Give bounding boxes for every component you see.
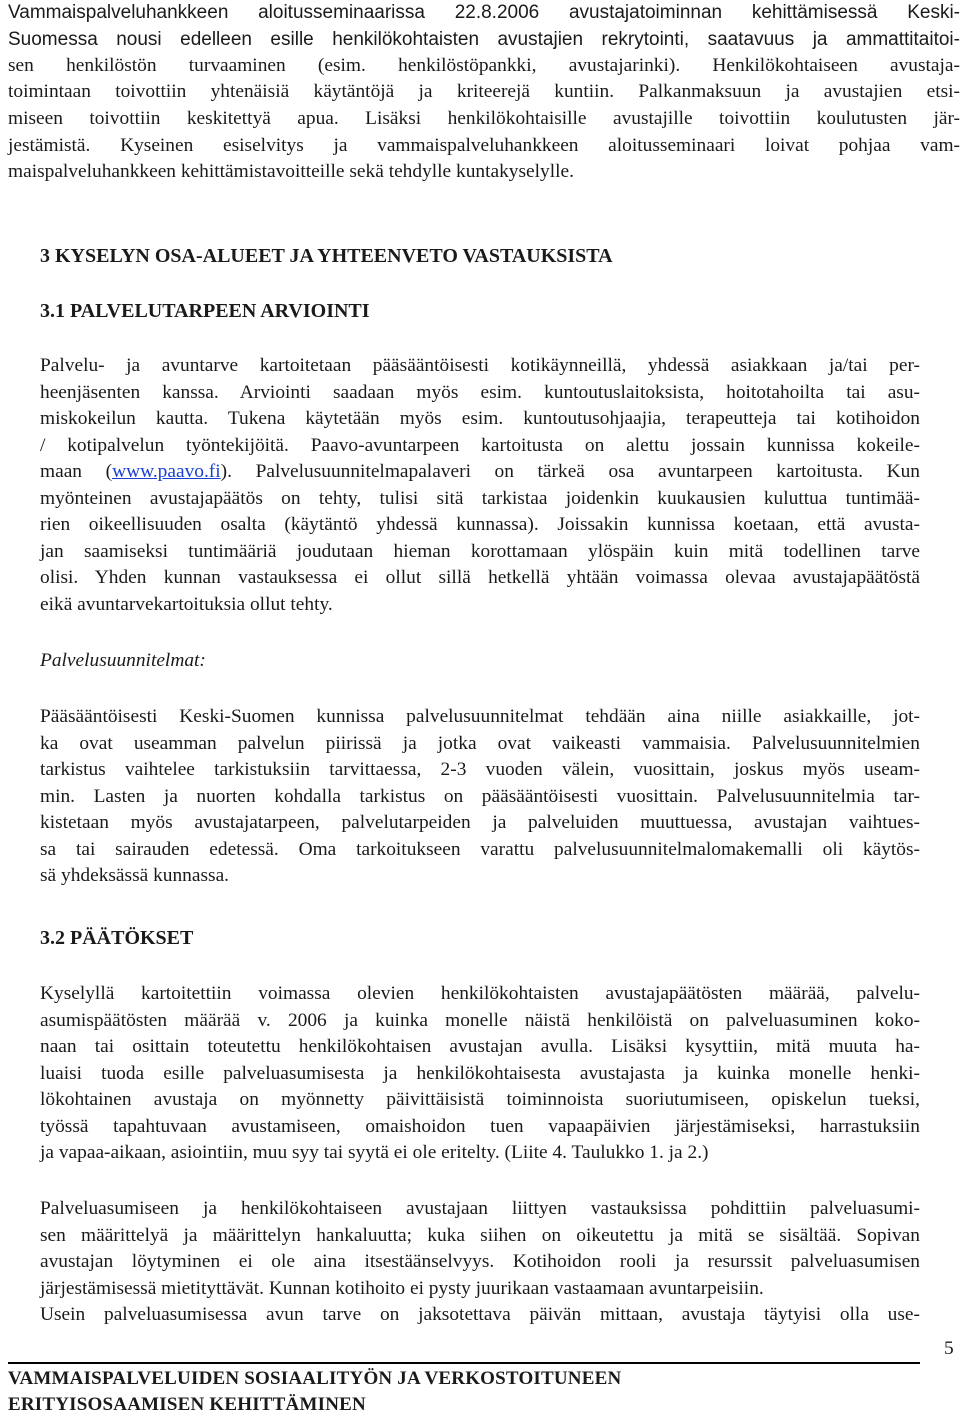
section-3-2-line: ja vapaa-aikaan, asiointiin, muu syy tai syytä ei ole eritelty. (Liite 4. Taulukko 1. ja 2.)	[40, 1142, 709, 1163]
section-3-1-line: Palvelu- ja avuntarve kartoitetaan pääsääntöisesti kotikäynneillä, yhdessä asiakkaan ja/tai per-	[40, 355, 920, 376]
plans-line: Pääsääntöisesti Keski-Suomen kunnissa palvelusuunnitelmat tehdään aina niille asiakkaille, jot-	[40, 706, 920, 727]
section-3-2-line: työssä tapahtuvaan avustamiseen, omaishoidon tuen vapaapäivien järjestämiseksi, harrastuksiin	[40, 1116, 920, 1137]
intro-line: jestämistä. Kyseinen esiselvitys ja vammaispalveluhankkeen aloitusseminaari loivat pohjaa vam-	[8, 135, 960, 156]
intro-line: Suomessa nousi edelleen esille henkilökohtaisten avustajien rekrytointi, saatavuus ja ammattitaitoi-	[8, 29, 960, 50]
intro-line: toimintaan toivottiin yhtenäisiä käytäntöjä ja kriteerejä kuntiin. Palkanmaksuun ja avustajien etsi-	[8, 81, 960, 102]
section-3-1-line: myönteinen avustajapäätös on tehty, tulisi sitä tarkistaa joidenkin kuukausien kuluttua tuntimää-	[40, 488, 920, 509]
plans-line: sa tai sairauden edetessä. Oma tarkoitukseen varattu palvelusuunnitelmalomakemalli oli käytös-	[40, 839, 920, 860]
section-3-2-line: Kyselyllä kartoitettiin voimassa olevien henkilökohtaisten avustajapäätösten määrää, palvelu-	[40, 983, 920, 1004]
section-3-2-line: järjestämisessä mietityttävät. Kunnan kotihoito ei pysty juurikaan vastaamaan avuntarpeisiin.	[40, 1278, 764, 1299]
section-3-2-line: sen määrittelyä ja määrittelyn hankaluutta; kuka siihen on oikeutettu ja mitä se sisältää. Sopivan	[40, 1225, 920, 1246]
intro-line: Vammaispalveluhankkeen aloitusseminaarissa 22.8.2006 avustajatoiminnan kehittämisessä Keski-	[8, 2, 960, 23]
section-3-1-line: jan saamiseksi tuntimääriä joudutaan hieman korottamaan ylöspäin kuin mitä todellinen tarve	[40, 541, 920, 562]
plans-subheading: Palvelusuunnitelmat:	[40, 650, 206, 671]
paavo-text-before: maan (	[40, 461, 113, 482]
plans-line: min. Lasten ja nuorten kohdalla tarkistus on pääsääntöisesti vuosittain. Palvelusuunnitelmia tar-	[40, 786, 920, 807]
section-3-1-line: / kotipalvelun työntekijöitä. Paavo-avuntarpeen kartoitusta on alettu jossain kunnissa kokeile-	[40, 435, 920, 456]
section-3-2-line: avustajan löytyminen ei ole aina itsestäänselvyys. Kotihoidon rooli ja resurssit palveluasumisen	[40, 1251, 920, 1272]
paavo-text-after: ). Palvelusuunnitelmapalaveri on tärkeä osa avuntarpeen kartoitusta. Kun	[220, 461, 920, 482]
paavo-link[interactable]: www.paavo.fi	[112, 461, 221, 482]
footer-line: VAMMAISPALVELUIDEN SOSIAALITYÖN JA VERKOSTOITUNEEN	[8, 1368, 622, 1389]
plans-line: tarkistus vaihtelee tarkistuksiin tarvittaessa, 2-3 vuoden välein, vuosittain, joskus myös useam-	[40, 759, 920, 780]
intro-line: maispalveluhankkeen kehittämistavoitteille sekä tehdylle kuntakyselylle.	[8, 161, 574, 182]
section-3-1-line: olisi. Yhden kunnan vastauksessa ei ollut sillä hetkellä yhtään voimassa olevaa avustajapäätöstä	[40, 567, 920, 588]
page-number: 5	[944, 1338, 954, 1359]
section-3-1-line: heenjäsenten kanssa. Arviointi saadaan myös esim. kuntoutuslaitoksista, hoitotahoilta tai asu-	[40, 382, 920, 403]
section-3-1-line	[40, 459, 920, 485]
intro-line: miseen toivottiin keskitettyä apua. Lisäksi henkilökohtaisille avustajille toivottiin koulutusten jär-	[8, 108, 960, 129]
footer-rule	[8, 1362, 920, 1364]
footer-line: ERITYISOSAAMISEN KEHITTÄMINEN	[8, 1394, 366, 1415]
section-3-2-line: naan tai osittain toteutettu henkilökohtaisen avustajan avulla. Lisäksi kysyttiin, mitä muuta ha-	[40, 1036, 920, 1057]
section-3-2-heading: 3.2 PÄÄTÖKSET	[40, 927, 194, 949]
section-3-1-heading: 3.1 PALVELUTARPEEN ARVIOINTI	[40, 300, 370, 322]
section-3-1-line: miskokeilun kautta. Tukena käytetään myös esim. kuntoutusohjaajia, terapeutteja tai kotihoidon	[40, 408, 920, 429]
section-3-2-line: asumispäätösten määrää v. 2006 ja kuinka monelle näistä henkilöistä on palveluasuminen koko-	[40, 1010, 920, 1031]
chapter-heading: 3 KYSELYN OSA-ALUEET JA YHTEENVETO VASTAUKSISTA	[40, 245, 613, 267]
section-3-2-line: Usein palveluasumisessa avun tarve on jaksotettava päivän mittaan, avustaja täytyisi olla use-	[40, 1304, 920, 1325]
intro-line: sen henkilöstön turvaaminen (esim. henkilöstöpankki, avustajarinki). Henkilökohtaiseen avustaja-	[8, 55, 960, 76]
section-3-2-line: lökohtainen avustaja on myönnetty päivittäisistä toiminnoista suoriutumiseen, opiskelun tueksi,	[40, 1089, 920, 1110]
section-3-2-line: luaisi tuoda esille palveluasumisesta ja henkilökohtaisesta avustajasta ja kuinka monelle henki-	[40, 1063, 920, 1084]
plans-line: sä yhdeksässä kunnassa.	[40, 865, 230, 886]
section-3-1-line: eikä avuntarvekartoituksia ollut tehty.	[40, 594, 333, 615]
section-3-2-line: Palveluasumiseen ja henkilökohtaiseen avustajaan liittyen vastauksissa pohdittiin palveluasumi-	[40, 1198, 920, 1219]
plans-line: ka ovat useamman palvelun piirissä ja jotka ovat vaikeasti vammaisia. Palvelusuunnitelmien	[40, 733, 920, 754]
plans-line: kistetaan myös avustajatarpeen, palvelutarpeiden ja palveluiden muuttuessa, avustajan vaihtues-	[40, 812, 920, 833]
section-3-1-line: rien oikeellisuuden osalta (käytäntö yhdessä kunnassa). Joissakin kunnissa koetaan, että avusta-	[40, 514, 920, 535]
